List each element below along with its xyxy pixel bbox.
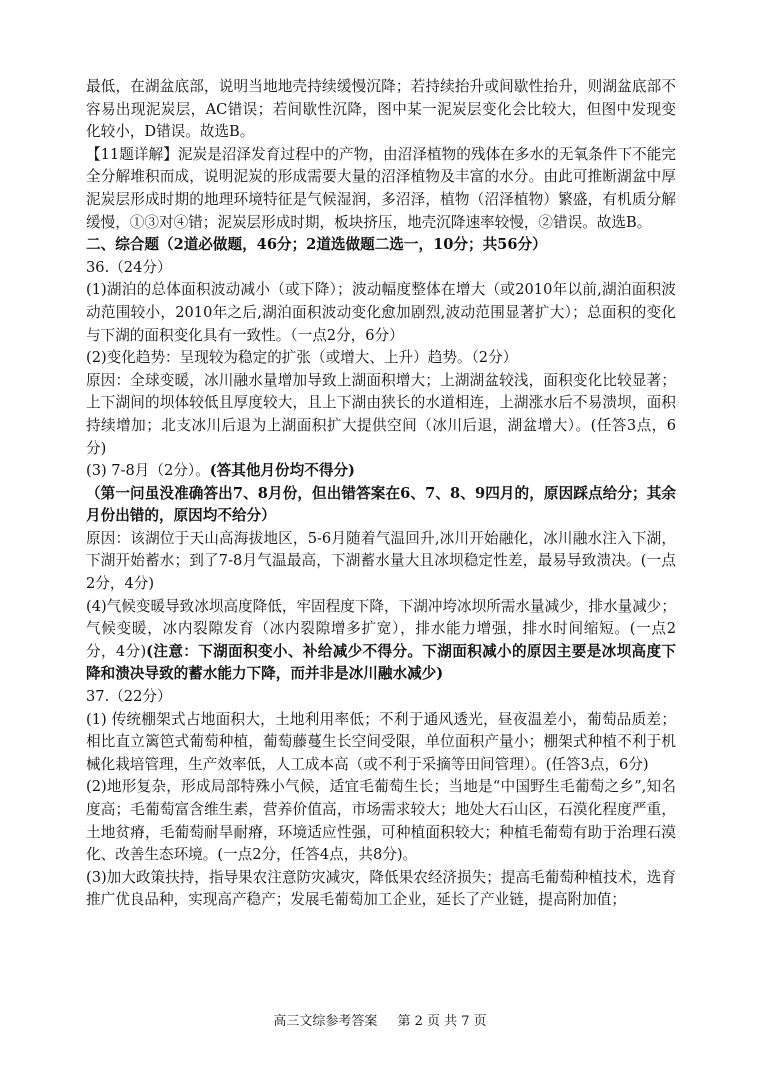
- question-36-header: 36.（24分）: [86, 258, 172, 276]
- footer-page-info: 第 2 页 共 7 页: [397, 1014, 487, 1029]
- question-37-header: 37.（22分）: [86, 688, 172, 706]
- q36-part4-text: (4)气候变暖导致冰坝高度降低，牢固程度下降，下湖冲垮冰坝所需水量减少，排水量减少；气候变暖，冰内裂隙发育（冰内裂隙增多扩宽），排水能力增强，排水时间缩短。(一点2分，4分): [86, 597, 676, 660]
- q37-part2-answer: (2)地形复杂，形成局部特殊小气候，适宜毛葡萄生长；当地是“中国野生毛葡萄之乡”,知名度高；毛葡萄富含维生素，营养价值高，市场需求较大；地处大石山区，石漠化程度严重，土地贫瘠，毛葡萄耐旱耐瘠，环境适应性强，可种植面积较大；种植毛葡萄有助于治理石漠化、改善生态环境。(一点2分，任答4点，共8分)。: [86, 778, 676, 864]
- paragraph-q11-explanation: 【11题详解】泥炭是沼泽发育过程中的产物，由沼泽植物的残体在多水的无氧条件下不能完全分解堆积而成，说明泥炭的形成需要大量的沼泽植物及丰富的水分。由此可推断湖盆中厚泥炭层形成时期的地理环境特征是气候湿润，多沼泽，植物（沼泽植物）繁盛，有机质分解缓慢，①③对④错；泥炭层形成时期，板块挤压，地壳沉降速率较慢，②错误。故选B。: [86, 145, 676, 231]
- q36-part3-note: (答其他月份均不得分): [209, 462, 355, 480]
- q36-part1-answer: (1)湖泊的总体面积波动减小（或下降）；波动幅度整体在增大（或2010年以前,湖泊面积波动范围较小，2010年之后,湖泊面积波动变化愈加剧烈,波动范围显著扩大）；总面积的变化与下湖的面积变化具有一致性。（一点2分，6分）: [86, 281, 676, 344]
- q36-part3-months: (3) 7-8月（2分）。: [86, 462, 210, 480]
- page-footer: [0, 1013, 760, 1031]
- q36-part2-trend: (2)变化趋势：呈现较为稳定的扩张（或增大、上升）趋势。（2分）: [86, 349, 518, 367]
- q37-part3-answer: (3)加大政策扶持，指导果农注意防灾减灾，降低果农经济损失；提高毛葡萄种植技术，选育推广优良品种，实现高产稳产；发展毛葡萄加工企业，延长了产业链，提高附加值；: [86, 868, 676, 909]
- q36-part2-reasons: 原因：全球变暖，冰川融水量增加导致上湖面积增大；上湖湖盆较浅，面积变化比较显著；上下湖间的坝体较低且厚度较大，且上下湖由狭长的水道相连，上湖涨水后不易溃坝，面积持续增加；北支冰川后退为上湖面积扩大提供空间（冰川后退，湖盆增大）。(任答3点，6分): [86, 371, 676, 457]
- q37-part1-answer: (1) 传统棚架式占地面积大，土地利用率低；不利于通风透光，昼夜温差小，葡萄品质差；相比直立篱笆式葡萄种植，葡萄藤蔓生长空间受限，单位面积产量小；棚架式种植不利于机械化栽培管理，生产效率低，人工成本高（或不利于采摘等田间管理）。(任答3点，6分): [86, 710, 676, 773]
- q36-part3-grading-note: （第一问虽没准确答出7、8月份，但出错答案在6、7、8、9四月的，原因踩点给分；其余月份出错的，原因均不给分）: [86, 484, 676, 525]
- paragraph-q10-conclusion: 最低，在湖盆底部，说明当地地壳持续缓慢沉降；若持续抬升或间歇性抬升，则湖盆底部不容易出现泥炭层，AC错误；若间歇性沉降，图中某一泥炭层变化会比较大，但图中发现变化较小，D错误。故选B。: [86, 78, 676, 141]
- q36-part4-answer: [86, 596, 676, 686]
- q36-part3-answer: [86, 460, 676, 483]
- section-heading-comprehensive: 二、综合题（2道必做题，46分；2道选做题二选一，10分；共56分）: [86, 236, 547, 254]
- q36-part4-note: (注意：下湖面积变小、补给减少不得分。下湖面积减小的原因主要是冰坝高度下降和溃决导致的蓄水能力下降，而并非是冰川融水减少): [86, 642, 676, 683]
- footer-doc-name: 高三文综参考答案: [273, 1014, 378, 1029]
- q36-part3-reasons: 原因：该湖位于天山高海拔地区，5-6月随着气温回升,冰川开始融化，冰川融水注入下湖，下湖开始蓄水；到了7-8月气温最高，下湖蓄水量大且冰坝稳定性差，最易导致溃决。(一点2分，4分): [86, 529, 676, 593]
